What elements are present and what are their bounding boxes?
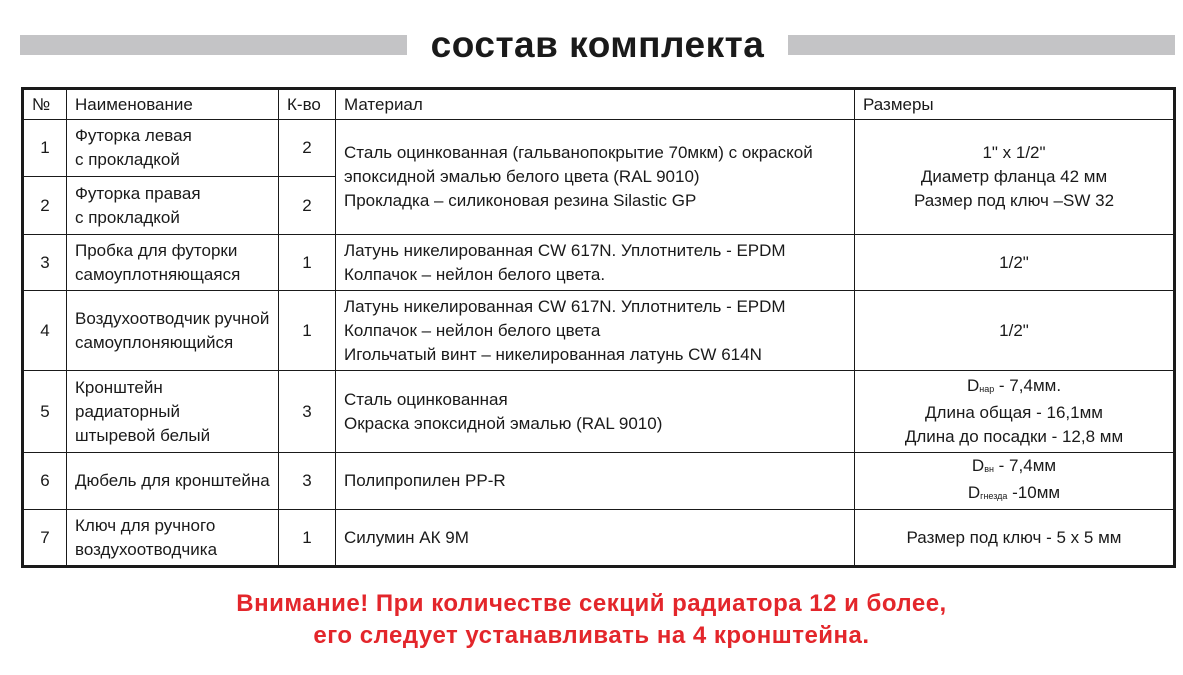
- row-num: 4: [23, 291, 67, 371]
- row-qty: 1: [279, 510, 336, 567]
- table-row: [23, 291, 1175, 371]
- row-material: [336, 371, 855, 453]
- row-name-line: Футорка левая: [75, 126, 192, 145]
- row-material: [336, 120, 855, 235]
- d-letter: D: [967, 483, 981, 502]
- header-size: Размеры: [855, 89, 1175, 120]
- kit-table: [21, 87, 1176, 568]
- row-name-line: с прокладкой: [75, 207, 180, 227]
- row-num: 3: [23, 235, 67, 291]
- row-num: 1: [23, 120, 67, 177]
- row-name: [67, 371, 279, 453]
- size-line: [863, 374, 1165, 401]
- row-num: 6: [23, 453, 67, 510]
- row-material: [336, 453, 855, 510]
- row-name-line: Кронштейн радиаторный: [75, 377, 181, 421]
- row-name-line: Ключ для ручного: [75, 515, 216, 535]
- row-size: [855, 291, 1175, 371]
- material-line: Полипропилен PP-R: [344, 471, 506, 490]
- d-subscript: вн: [984, 464, 994, 474]
- table-row: [23, 371, 1175, 453]
- row-qty: 1: [279, 235, 336, 291]
- row-size: [855, 453, 1175, 510]
- d-subscript: гнезда: [980, 491, 1008, 501]
- row-name-line: Пробка для футорки: [75, 240, 238, 260]
- header-qty: К-во: [279, 89, 336, 120]
- size-line: Размер под ключ –SW 32: [913, 191, 1115, 210]
- size-line: [863, 454, 1165, 481]
- table-row: [23, 235, 1175, 291]
- size-line: Диаметр фланца 42 мм: [920, 167, 1108, 186]
- row-name: [67, 177, 279, 235]
- header-num: №: [23, 89, 67, 120]
- row-size: [855, 235, 1175, 291]
- material-line: Сталь оцинкованная (гальванопокрытие 70мкм) с окраской: [344, 143, 813, 162]
- row-name-line: Дюбель для кронштейна: [75, 471, 270, 490]
- row-name-line: штыревой белый: [75, 425, 211, 445]
- table-row: [23, 453, 1175, 510]
- material-line: Сталь оцинкованная: [344, 389, 508, 409]
- material-line: Игольчатый винт – никелированная латунь CW 614N: [344, 344, 762, 364]
- d-value: -10мм: [1007, 483, 1061, 502]
- warning-line-1: Внимание! При количестве секций радиатора 12 и более,: [236, 590, 947, 617]
- size-line: Длина до посадки - 12,8 мм: [904, 427, 1124, 446]
- material-line: Колпачок – нейлон белого цвета: [344, 320, 601, 340]
- d-letter: D: [971, 456, 985, 475]
- material-line: Латунь никелированная CW 617N. Уплотнитель - EPDM: [344, 296, 786, 316]
- title-bar-right: [788, 35, 1175, 55]
- row-size: [855, 510, 1175, 567]
- material-line: эпоксидной эмалью белого цвета (RAL 9010): [344, 167, 700, 186]
- row-qty: 2: [279, 177, 336, 235]
- warning-line-2: его следует устанавливать на 4 кронштейна.: [313, 622, 870, 649]
- row-size: [855, 371, 1175, 453]
- size-line: Длина общая - 16,1мм: [925, 403, 1103, 422]
- size-line: 1" x 1/2": [982, 143, 1046, 162]
- title-row: [20, 22, 1175, 68]
- header-name: Наименование: [67, 89, 279, 120]
- row-qty: 1: [279, 291, 336, 371]
- row-name: [67, 510, 279, 567]
- size-line: [863, 481, 1165, 508]
- row-qty: 3: [279, 371, 336, 453]
- row-qty: 2: [279, 120, 336, 177]
- row-material: [336, 510, 855, 567]
- material-line: Силумин АК 9М: [344, 527, 469, 547]
- row-material: [336, 235, 855, 291]
- row-size: [855, 120, 1175, 235]
- row-name: [67, 235, 279, 291]
- material-line: Прокладка – силиконовая резина Silastic GP: [344, 191, 697, 210]
- page-title: состав комплекта: [430, 24, 765, 65]
- d-value: - 7,4мм: [993, 456, 1057, 475]
- row-name-line: самоуплотняющаяся: [75, 264, 241, 284]
- row-name: [67, 453, 279, 510]
- warning-note: [0, 588, 1183, 652]
- d-subscript: нар: [979, 384, 995, 394]
- row-material: [336, 291, 855, 371]
- header-material: Материал: [336, 89, 855, 120]
- table-row: [23, 510, 1175, 567]
- row-name-line: Футорка правая: [75, 183, 201, 203]
- table-header-row: [23, 89, 1175, 120]
- row-num: 7: [23, 510, 67, 567]
- d-value: - 7,4мм.: [994, 376, 1062, 395]
- d-letter: D: [966, 376, 980, 395]
- size-line: 1/2": [999, 252, 1029, 272]
- row-name-line: самоуплоняющийся: [75, 332, 234, 352]
- size-line: 1/2": [999, 320, 1029, 340]
- material-line: Колпачок – нейлон белого цвета.: [344, 264, 606, 284]
- table-row: [23, 120, 1175, 177]
- row-name: [67, 120, 279, 177]
- row-num: 2: [23, 177, 67, 235]
- material-line: Окраска эпоксидной эмалью (RAL 9010): [344, 413, 663, 433]
- material-line: Латунь никелированная CW 617N. Уплотнитель - EPDM: [344, 240, 786, 260]
- row-num: 5: [23, 371, 67, 453]
- row-name-line: воздухоотводчика: [75, 539, 218, 559]
- row-name: [67, 291, 279, 371]
- row-qty: 3: [279, 453, 336, 510]
- size-line: Размер под ключ - 5 x 5 мм: [906, 527, 1122, 547]
- row-name-line: Воздухоотводчик ручной: [75, 308, 270, 328]
- row-name-line: с прокладкой: [75, 150, 180, 169]
- title-bar-left: [20, 35, 407, 55]
